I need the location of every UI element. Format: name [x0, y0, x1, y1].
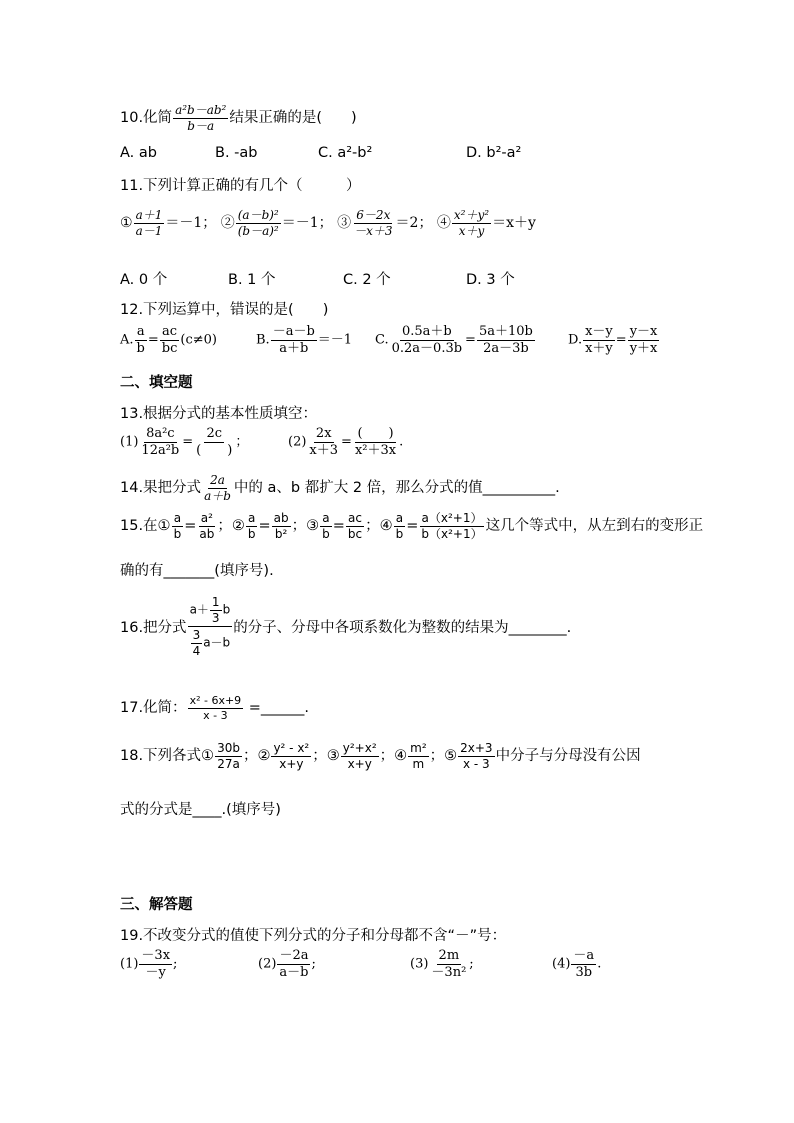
q10-prefix: 10.化简	[120, 110, 173, 127]
q19-item-3: (3) $\frac{2m}{\text{－3n²}}$ ;	[410, 948, 474, 980]
q12-option-a: A. $\frac{a}{b}$ = $\frac{ac}{bc}$ (c≠0)	[120, 324, 217, 356]
q12-option-c: C. $\frac{0.5a+b}{0.2a-0.3b}$ = $\frac{5a+10b}{2a-3b}$	[375, 324, 533, 356]
q10-option-d: D. b²-a²	[466, 145, 522, 161]
q15-line-2: 确的有_______(填序号).	[120, 563, 274, 579]
q19-item-4: (4) $\frac{-a}{3b}$ .	[552, 948, 602, 980]
q10-option-c: C. a²-b²	[318, 145, 373, 161]
question-10	[120, 104, 357, 132]
q12-stem: 12.下列运算中，错误的是( )	[120, 302, 329, 318]
question-18: 18.下列各式① $\frac{30b}{27a}$ ；② $\frac{\text{y² - x²}}{x+y}$ ；③ $\frac{\text{y²+x²}}{x+y}$ ；④ $\frac{\text{m²}}{m}$ ；⑤ $\frac{2x+3}{x - 3}$ 中分子与分母没有公因	[120, 741, 641, 771]
q11-option-c: C. 2 个	[343, 272, 391, 288]
question-15: 15.在① $\frac{a}{b}$ = $\frac{\text{a²}}{ab}$ ；② $\frac{a}{b}$ = $\frac{ab}{\text{b²}}$ ；③ $\frac{a}{b}$ = $\frac{ac}{bc}$ ；④ $\frac{a}{b}$ = $\frac{\text{a（x²+1）}}{\text{b（x²+1）}}$ 这几个等式中，从左到右的变形正	[120, 511, 704, 541]
q11-option-a: A. 0 个	[120, 272, 168, 288]
q13-part-2: (2) $\frac{2x}{x+3}$ = ( ) x²＋3x .	[288, 426, 404, 458]
question-16: 16.把分式 a＋ $\frac{1}{3}$ b $\frac{3}{4}$ a－b 的分子、分母中各项系数化为整数的结果为________.	[120, 595, 572, 658]
q11-item2-fraction: $\frac{\text{(a－b)²}}{\text{(b－a)²}}$	[237, 208, 279, 238]
q11-option-d: D. 3 个	[466, 272, 515, 288]
q10-suffix: 结果正确的是( )	[229, 110, 357, 127]
q19-item-1: (1) $\frac{-3x}{-y}$ ;	[120, 948, 178, 980]
q13-part-1: (1) $\frac{\text{8a²c}}{\text{12a²b}}$ = 2c ( ) ；	[120, 426, 249, 458]
q19-item-2: (2) $\frac{-2a}{a-b}$ ;	[258, 948, 316, 980]
q14-blank: __________.	[482, 480, 560, 497]
q16-complex-fraction: a＋ $\frac{1}{3}$ b $\frac{3}{4}$ a－b	[189, 595, 231, 658]
q18-line-2: 式的分式是____.(填序号)	[120, 802, 281, 818]
q11-stem: 11.下列计算正确的有几个（ ）	[120, 178, 361, 194]
q13-stem: 13.根据分式的基本性质填空：	[120, 406, 318, 422]
q10-option-b: B. -ab	[215, 145, 258, 161]
question-17: 17.化简： $\frac{\text{x² - 6x+9}}{x - 3}$ =______.	[120, 694, 310, 722]
q10-option-a: A. ab	[120, 145, 157, 161]
q11-item4-fraction: $\frac{\text{x²＋y²}}{x+y}$	[453, 208, 490, 238]
q11-item3-fraction: $\frac{6-2x}{-x+3}$	[354, 208, 393, 238]
q12-option-b: B. $\frac{-a-b}{a+b}$ ＝－1	[256, 324, 353, 356]
section-2-heading: 二、填空题	[120, 375, 193, 391]
section-3-heading: 三、解答题	[120, 897, 193, 913]
q11-option-b: B. 1 个	[228, 272, 276, 288]
q10-fraction: $\frac{\text{a²b－ab²}}{b-a}$	[175, 103, 227, 133]
q11-item1-fraction: $\frac{a+1}{a-1}$	[135, 208, 163, 238]
q19-stem: 19.不改变分式的值使下列分式的分子和分母都不含“－”号：	[120, 928, 507, 944]
question-14: 14.果把分式 $\frac{2a}{a+b}$ 中的 a、b 都扩大 2 倍，那么分式的值__________.	[120, 473, 560, 503]
q12-option-d: D. $\frac{x-y}{x+y}$ = $\frac{y-x}{y+x}$	[568, 324, 658, 356]
q11-items: ① $\frac{a+1}{a-1}$ ＝－1； ② $\frac{\text{(a－b)²}}{\text{(b－a)²}}$ ＝－1； ③ $\frac{6-2x}{-x+3}$ ＝2； ④ $\frac{\text{x²＋y²}}{x+y}$ ＝x＋y	[120, 208, 536, 238]
